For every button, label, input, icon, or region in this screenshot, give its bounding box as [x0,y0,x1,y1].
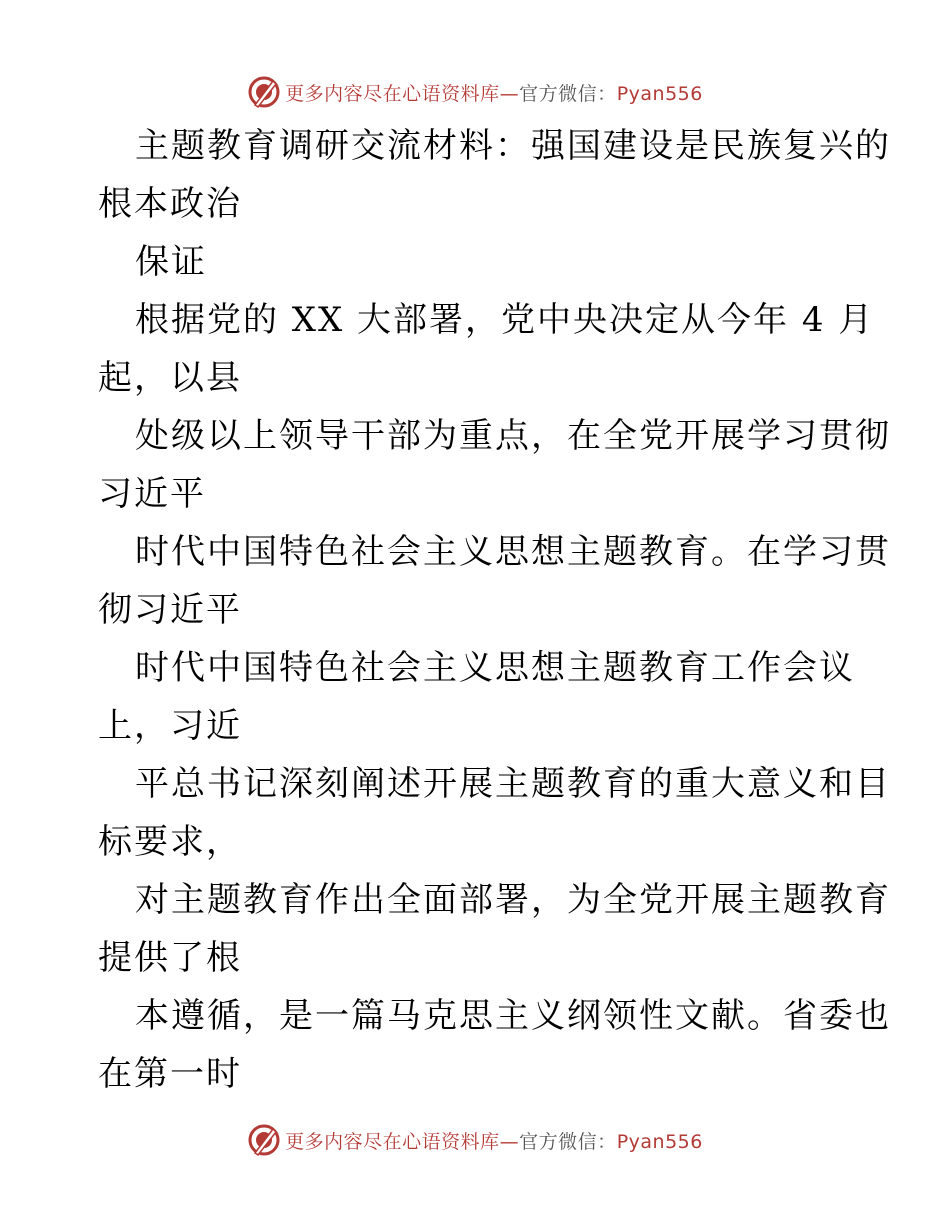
text-line: 起，以县 [98,358,242,398]
text-line: 保证 [135,242,207,282]
text-line: 平总书记深刻阐述开展主题教育的重大意义和目 [135,764,891,804]
text-line: 本遵循，是一篇马克思主义纲领性文献。省委也 [135,996,891,1036]
text-line: 处级以上领导干部为重点，在全党开展学习贯彻 [135,416,891,456]
text-line: 根据党的 XX 大部署，党中央决定从今年 4 月 [135,300,875,340]
watermark-wechat-label: 官方微信： [519,82,617,105]
text-line: 时代中国特色社会主义思想主题教育。在学习贯 [135,532,891,572]
watermark-wechat-label: 官方微信： [519,1130,617,1153]
watermark-dash: — [499,82,520,105]
text-line: 时代中国特色社会主义思想主题教育工作会议 [135,648,855,688]
watermark-text [285,79,703,106]
watermark-site: 更多内容尽在心语资料库 [285,82,500,105]
text-line: 标要求， [98,822,242,862]
watermark-site: 更多内容尽在心语资料库 [285,1130,500,1153]
text-line: 提供了根 [98,938,242,978]
pen-logo-icon [247,75,281,109]
watermark-text [285,1127,703,1154]
watermark-dash: — [499,1130,520,1153]
header-watermark [0,72,950,112]
text-line: 根本政治 [98,184,242,224]
watermark-account: Pyan556 [616,82,703,105]
text-line: 对主题教育作出全面部署，为全党开展主题教育 [135,880,891,920]
text-line: 上，习近 [98,706,242,746]
text-line: 在第一时 [98,1054,242,1094]
footer-watermark [0,1120,950,1160]
text-line: 彻习近平 [98,590,242,630]
watermark-account: Pyan556 [616,1130,703,1153]
pen-logo-icon [247,1123,281,1157]
text-line: 主题教育调研交流材料：强国建设是民族复兴的 [135,126,891,166]
text-line: 习近平 [98,474,206,514]
